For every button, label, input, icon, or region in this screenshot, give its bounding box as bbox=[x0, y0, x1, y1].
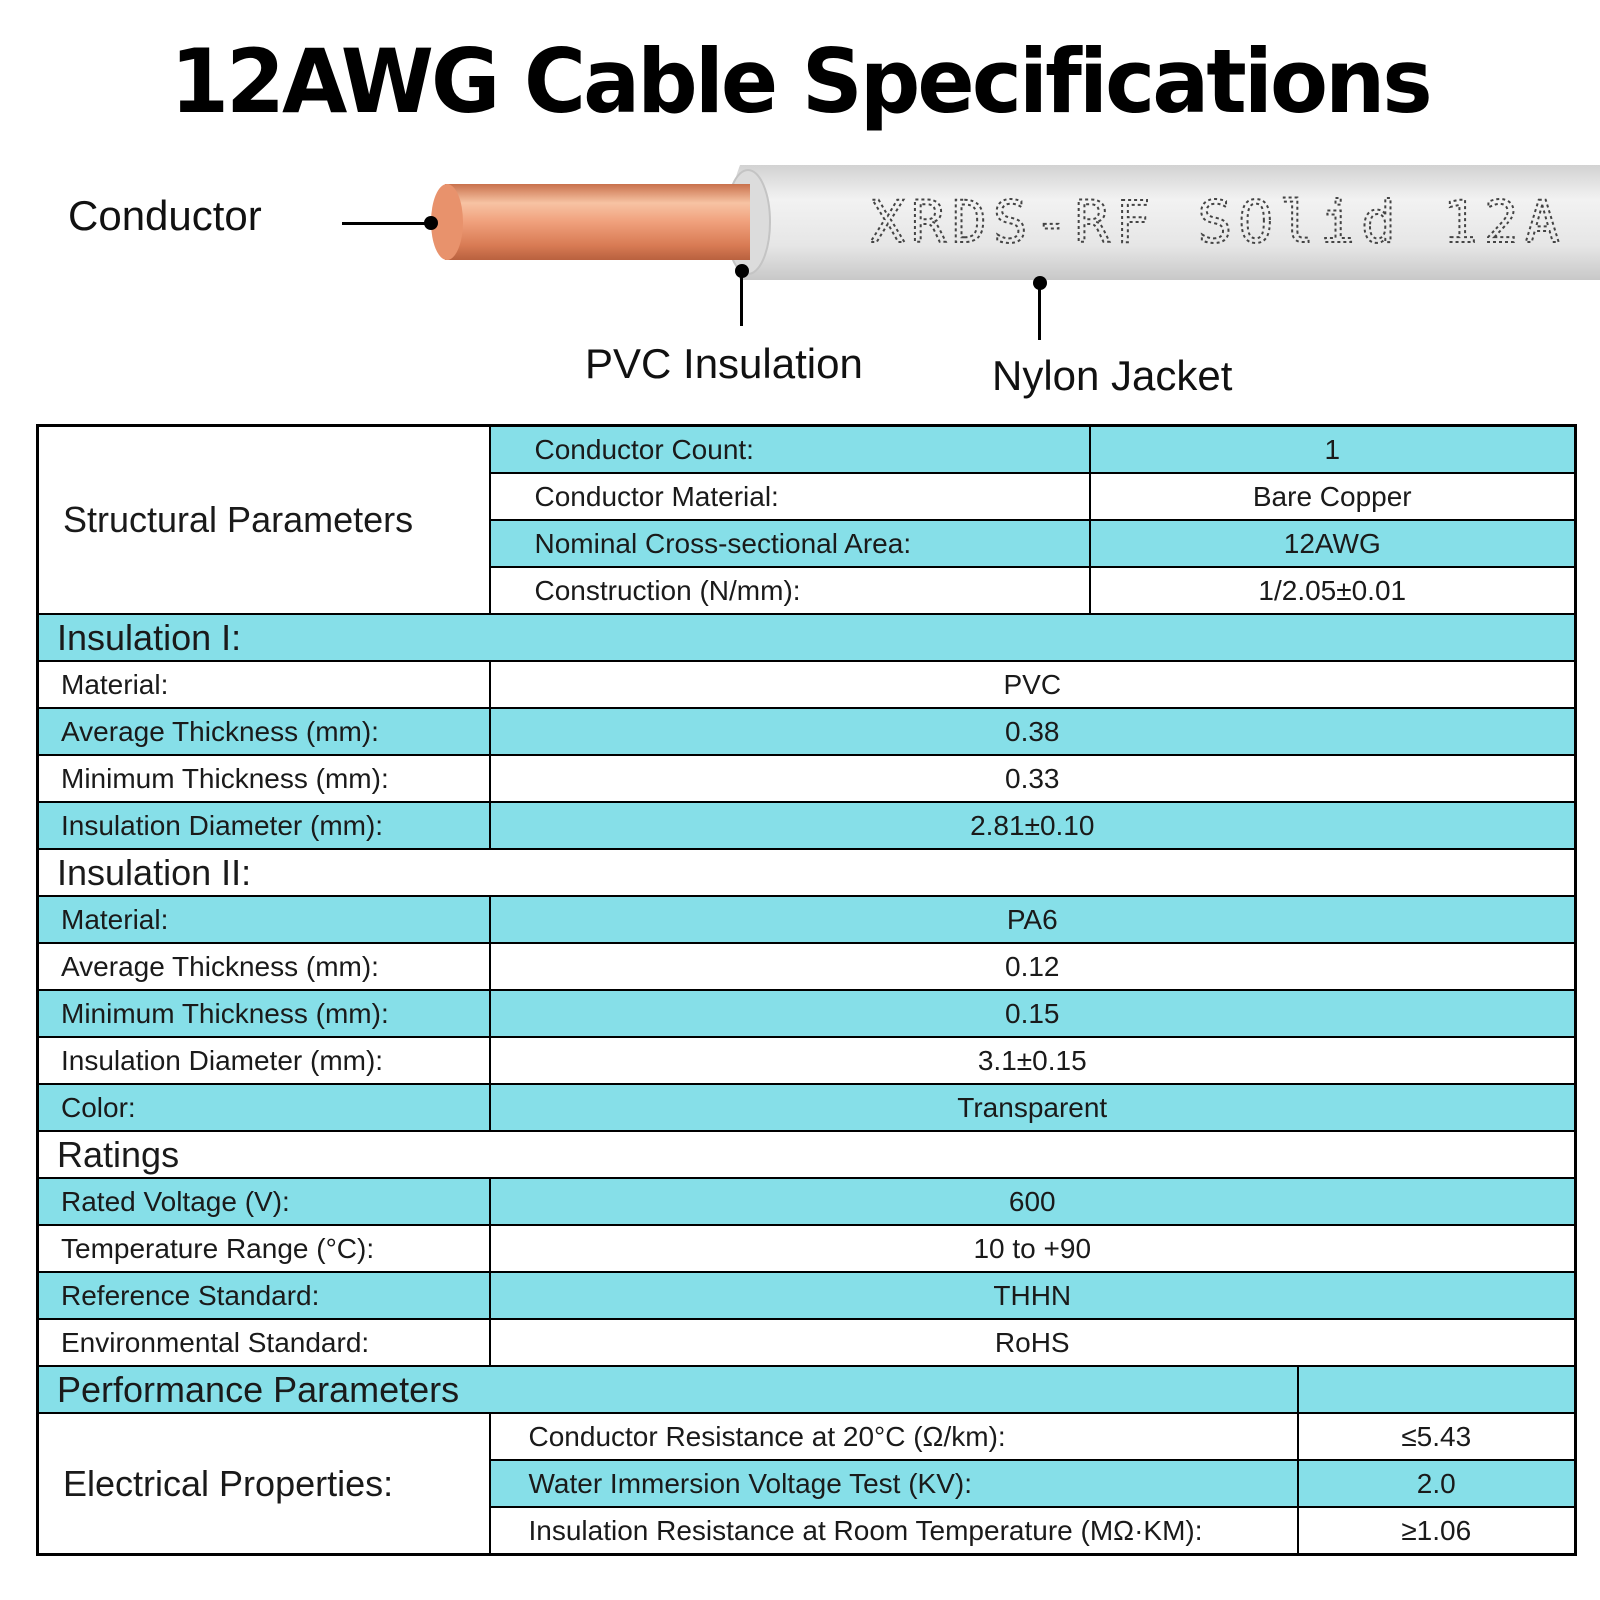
performance-heading: Performance Parameters bbox=[38, 1366, 1298, 1413]
spec-label: Conductor Material: bbox=[490, 473, 1090, 520]
table-row bbox=[38, 661, 1576, 708]
spec-label: Rated Voltage (V): bbox=[38, 1178, 490, 1225]
spec-value: 12AWG bbox=[1090, 520, 1576, 567]
page-title: 12AWG Cable Specifications bbox=[170, 30, 1430, 133]
spec-value: 0.12 bbox=[490, 943, 1576, 990]
spec-value: 600 bbox=[490, 1178, 1576, 1225]
performance-heading-spacer bbox=[1298, 1366, 1576, 1413]
spec-value: Bare Copper bbox=[1090, 473, 1576, 520]
structural-heading: Structural Parameters bbox=[38, 426, 490, 615]
spec-value: 0.38 bbox=[490, 708, 1576, 755]
spec-label: Insulation Resistance at Room Temperature (MΩ·KM): bbox=[490, 1507, 1298, 1555]
spec-value: 0.15 bbox=[490, 990, 1576, 1037]
conductor-leader-line bbox=[342, 222, 432, 225]
spec-table bbox=[36, 424, 1577, 1556]
table-row bbox=[38, 990, 1576, 1037]
spec-value: 1 bbox=[1090, 426, 1576, 474]
spec-value: 0.33 bbox=[490, 755, 1576, 802]
table-row bbox=[38, 426, 1576, 474]
spec-label: Environmental Standard: bbox=[38, 1319, 490, 1366]
spec-label: Minimum Thickness (mm): bbox=[38, 755, 490, 802]
nylon-jacket-leader-line bbox=[1038, 282, 1041, 340]
spec-value: 2.0 bbox=[1298, 1460, 1576, 1507]
spec-label: Average Thickness (mm): bbox=[38, 943, 490, 990]
spec-value: RoHS bbox=[490, 1319, 1576, 1366]
table-row bbox=[38, 1225, 1576, 1272]
table-row bbox=[38, 1084, 1576, 1131]
spec-label: Conductor Count: bbox=[490, 426, 1090, 474]
cable-print-text: XRDS-RF SOlid 12A bbox=[870, 188, 1566, 256]
spec-label: Insulation Diameter (mm): bbox=[38, 802, 490, 849]
spec-label: Conductor Resistance at 20°C (Ω/km): bbox=[490, 1413, 1298, 1460]
spec-value: Transparent bbox=[490, 1084, 1576, 1131]
spec-label: Insulation Diameter (mm): bbox=[38, 1037, 490, 1084]
spec-value: 2.81±0.10 bbox=[490, 802, 1576, 849]
spec-value: THHN bbox=[490, 1272, 1576, 1319]
conductor-leader-dot bbox=[424, 216, 438, 230]
spec-value: ≥1.06 bbox=[1298, 1507, 1576, 1555]
spec-label: Reference Standard: bbox=[38, 1272, 490, 1319]
spec-value: 3.1±0.15 bbox=[490, 1037, 1576, 1084]
table-row bbox=[38, 1413, 1576, 1460]
spec-label: Color: bbox=[38, 1084, 490, 1131]
spec-value: PA6 bbox=[490, 896, 1576, 943]
nylon-jacket-label: Nylon Jacket bbox=[992, 352, 1233, 399]
spec-label: Material: bbox=[38, 896, 490, 943]
electrical-properties-heading: Electrical Properties: bbox=[38, 1413, 490, 1555]
spec-label: Temperature Range (°C): bbox=[38, 1225, 490, 1272]
spec-label: Average Thickness (mm): bbox=[38, 708, 490, 755]
spec-value: PVC bbox=[490, 661, 1576, 708]
table-row bbox=[38, 896, 1576, 943]
insulation1-heading: Insulation I: bbox=[38, 614, 1576, 661]
ratings-heading: Ratings bbox=[38, 1131, 1576, 1178]
table-row bbox=[38, 1272, 1576, 1319]
section-row bbox=[38, 849, 1576, 896]
spec-label: Minimum Thickness (mm): bbox=[38, 990, 490, 1037]
spec-value: ≤5.43 bbox=[1298, 1413, 1576, 1460]
table-row bbox=[38, 708, 1576, 755]
insulation2-heading: Insulation II: bbox=[38, 849, 1576, 896]
pvc-insulation-label: PVC Insulation bbox=[585, 340, 863, 387]
table-row bbox=[38, 1319, 1576, 1366]
conductor-shape bbox=[445, 184, 750, 260]
section-row bbox=[38, 1366, 1576, 1413]
section-row bbox=[38, 1131, 1576, 1178]
spec-label: Material: bbox=[38, 661, 490, 708]
spec-value: 10 to +90 bbox=[490, 1225, 1576, 1272]
table-row bbox=[38, 943, 1576, 990]
spec-label: Nominal Cross-sectional Area: bbox=[490, 520, 1090, 567]
pvc-insulation-leader-line bbox=[740, 270, 743, 326]
table-row bbox=[38, 1178, 1576, 1225]
table-row bbox=[38, 755, 1576, 802]
table-row bbox=[38, 1037, 1576, 1084]
section-row bbox=[38, 614, 1576, 661]
conductor-label: Conductor bbox=[68, 192, 262, 239]
spec-label: Construction (N/mm): bbox=[490, 567, 1090, 614]
table-row bbox=[38, 802, 1576, 849]
spec-value: 1/2.05±0.01 bbox=[1090, 567, 1576, 614]
spec-label: Water Immersion Voltage Test (KV): bbox=[490, 1460, 1298, 1507]
